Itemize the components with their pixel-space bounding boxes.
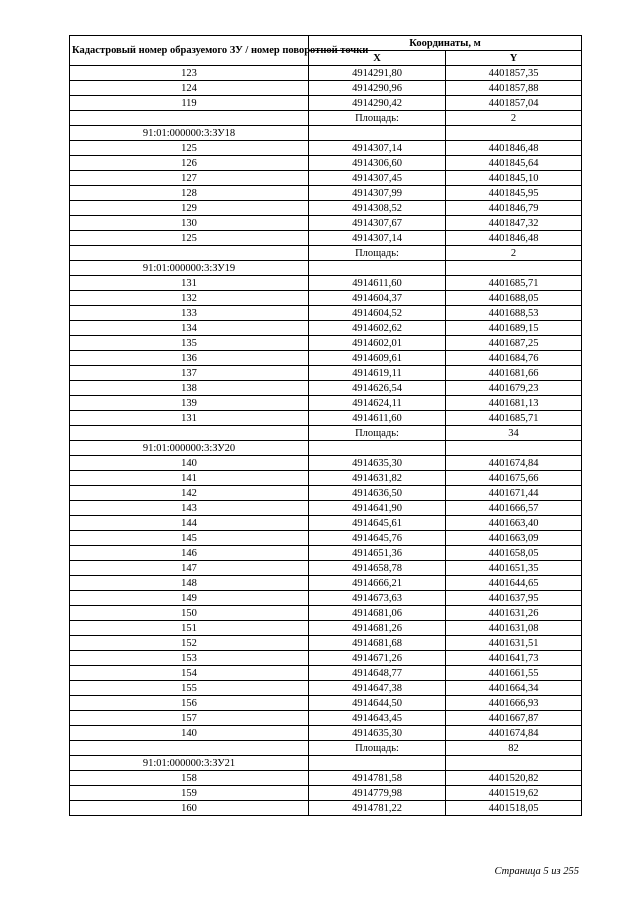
table-row (70, 156, 582, 171)
x-coordinate-cell: 4914781,58 (309, 771, 446, 786)
table-row (70, 381, 582, 396)
y-coordinate-cell: 4401664,34 (446, 681, 582, 696)
area-value-cell: 82 (446, 741, 582, 756)
x-coordinate-cell: 4914602,01 (309, 336, 446, 351)
point-number-cell: 142 (70, 486, 309, 501)
table-row (70, 81, 582, 96)
table-row (70, 471, 582, 486)
point-number-cell: 138 (70, 381, 309, 396)
table-row (70, 186, 582, 201)
x-coordinate-cell: 4914290,42 (309, 96, 446, 111)
y-coordinate-cell: 4401685,71 (446, 411, 582, 426)
x-coordinate-cell: 4914641,90 (309, 501, 446, 516)
y-coordinate-cell: 4401520,82 (446, 771, 582, 786)
y-coordinate-cell: 4401685,71 (446, 276, 582, 291)
x-coordinate-cell: 4914306,60 (309, 156, 446, 171)
y-coordinate-cell: 4401666,93 (446, 696, 582, 711)
x-coordinate-cell: 4914645,61 (309, 516, 446, 531)
x-coordinate-cell: 4914609,61 (309, 351, 446, 366)
x-coordinate-cell: 4914648,77 (309, 666, 446, 681)
point-number-cell: 132 (70, 291, 309, 306)
table-row (70, 516, 582, 531)
empty-cell (70, 426, 309, 441)
point-number-cell: 127 (70, 171, 309, 186)
table-row (70, 336, 582, 351)
point-number-cell: 128 (70, 186, 309, 201)
y-coordinate-cell: 4401845,10 (446, 171, 582, 186)
x-coordinate-cell: 4914666,21 (309, 576, 446, 591)
point-number-cell: 134 (70, 321, 309, 336)
y-coordinate-cell: 4401846,48 (446, 141, 582, 156)
parcel-number-cell: 91:01:000000:3:ЗУ18 (70, 126, 309, 141)
point-number-cell: 144 (70, 516, 309, 531)
y-coordinate-cell: 4401675,66 (446, 471, 582, 486)
point-number-cell: 145 (70, 531, 309, 546)
area-label-cell: Площадь: (309, 111, 446, 126)
table-row (70, 801, 582, 816)
y-coordinate-cell: 4401631,08 (446, 621, 582, 636)
x-coordinate-cell: 4914636,50 (309, 486, 446, 501)
y-coordinate-cell: 4401519,62 (446, 786, 582, 801)
x-coordinate-cell: 4914624,11 (309, 396, 446, 411)
x-coordinate-cell: 4914779,98 (309, 786, 446, 801)
y-coordinate-cell: 4401845,95 (446, 186, 582, 201)
parcel-group-row (70, 126, 582, 141)
parcel-number-cell: 91:01:000000:3:ЗУ20 (70, 441, 309, 456)
x-coordinate-cell: 4914681,68 (309, 636, 446, 651)
y-coordinate-cell: 4401663,09 (446, 531, 582, 546)
x-coordinate-cell: 4914635,30 (309, 726, 446, 741)
point-number-cell: 147 (70, 561, 309, 576)
header-coordinates: Координаты, м (309, 36, 582, 51)
page-number: Страница 5 из 255 (494, 866, 579, 877)
y-coordinate-cell: 4401688,05 (446, 291, 582, 306)
point-number-cell: 133 (70, 306, 309, 321)
x-coordinate-cell: 4914602,62 (309, 321, 446, 336)
table-row (70, 531, 582, 546)
y-coordinate-cell: 4401631,51 (446, 636, 582, 651)
point-number-cell: 141 (70, 471, 309, 486)
y-coordinate-cell: 4401846,48 (446, 231, 582, 246)
x-coordinate-cell: 4914635,30 (309, 456, 446, 471)
parcel-group-row (70, 441, 582, 456)
header-y: Y (446, 51, 582, 66)
area-row (70, 111, 582, 126)
point-number-cell: 152 (70, 636, 309, 651)
point-number-cell: 131 (70, 411, 309, 426)
y-coordinate-cell: 4401688,53 (446, 306, 582, 321)
x-coordinate-cell: 4914291,80 (309, 66, 446, 81)
point-number-cell: 125 (70, 141, 309, 156)
area-label-cell: Площадь: (309, 741, 446, 756)
point-number-cell: 155 (70, 681, 309, 696)
table-row (70, 621, 582, 636)
y-coordinate-cell: 4401658,05 (446, 546, 582, 561)
point-number-cell: 149 (70, 591, 309, 606)
table-row (70, 786, 582, 801)
point-number-cell: 140 (70, 456, 309, 471)
y-coordinate-cell: 4401857,35 (446, 66, 582, 81)
area-row (70, 246, 582, 261)
y-coordinate-cell: 4401674,84 (446, 726, 582, 741)
x-coordinate-cell: 4914658,78 (309, 561, 446, 576)
x-coordinate-cell: 4914604,52 (309, 306, 446, 321)
x-coordinate-cell: 4914307,45 (309, 171, 446, 186)
table-row (70, 771, 582, 786)
table-row (70, 711, 582, 726)
point-number-cell: 160 (70, 801, 309, 816)
area-value-cell: 2 (446, 111, 582, 126)
table-row (70, 561, 582, 576)
table-row (70, 696, 582, 711)
empty-cell (309, 441, 446, 456)
point-number-cell: 154 (70, 666, 309, 681)
x-coordinate-cell: 4914681,06 (309, 606, 446, 621)
table-row (70, 501, 582, 516)
point-number-cell: 123 (70, 66, 309, 81)
point-number-cell: 140 (70, 726, 309, 741)
table-row (70, 681, 582, 696)
point-number-cell: 124 (70, 81, 309, 96)
x-coordinate-cell: 4914307,14 (309, 141, 446, 156)
area-row (70, 741, 582, 756)
parcel-number-cell: 91:01:000000:3:ЗУ21 (70, 756, 309, 771)
y-coordinate-cell: 4401857,04 (446, 96, 582, 111)
table-row (70, 591, 582, 606)
point-number-cell: 158 (70, 771, 309, 786)
header-x: X (309, 51, 446, 66)
table-row (70, 486, 582, 501)
empty-cell (309, 261, 446, 276)
x-coordinate-cell: 4914673,63 (309, 591, 446, 606)
x-coordinate-cell: 4914307,99 (309, 186, 446, 201)
y-coordinate-cell: 4401845,64 (446, 156, 582, 171)
parcel-number-cell: 91:01:000000:3:ЗУ19 (70, 261, 309, 276)
point-number-cell: 153 (70, 651, 309, 666)
point-number-cell: 150 (70, 606, 309, 621)
y-coordinate-cell: 4401667,87 (446, 711, 582, 726)
table-row (70, 666, 582, 681)
point-number-cell: 159 (70, 786, 309, 801)
y-coordinate-cell: 4401681,13 (446, 396, 582, 411)
area-label-cell: Площадь: (309, 426, 446, 441)
x-coordinate-cell: 4914307,14 (309, 231, 446, 246)
point-number-cell: 125 (70, 231, 309, 246)
point-number-cell: 148 (70, 576, 309, 591)
point-number-cell: 143 (70, 501, 309, 516)
y-coordinate-cell: 4401681,66 (446, 366, 582, 381)
y-coordinate-cell: 4401671,44 (446, 486, 582, 501)
table-row (70, 66, 582, 81)
table-row (70, 201, 582, 216)
x-coordinate-cell: 4914651,36 (309, 546, 446, 561)
table-row (70, 636, 582, 651)
x-coordinate-cell: 4914307,67 (309, 216, 446, 231)
x-coordinate-cell: 4914611,60 (309, 276, 446, 291)
empty-cell (446, 261, 582, 276)
area-value-cell: 34 (446, 426, 582, 441)
area-row (70, 426, 582, 441)
table-row (70, 726, 582, 741)
table-row (70, 576, 582, 591)
y-coordinate-cell: 4401674,84 (446, 456, 582, 471)
x-coordinate-cell: 4914626,54 (309, 381, 446, 396)
empty-cell (446, 756, 582, 771)
table-row (70, 216, 582, 231)
x-coordinate-cell: 4914611,60 (309, 411, 446, 426)
point-number-cell: 136 (70, 351, 309, 366)
empty-cell (70, 741, 309, 756)
y-coordinate-cell: 4401857,88 (446, 81, 582, 96)
point-number-cell: 146 (70, 546, 309, 561)
point-number-cell: 129 (70, 201, 309, 216)
table-row (70, 96, 582, 111)
y-coordinate-cell: 4401641,73 (446, 651, 582, 666)
y-coordinate-cell: 4401679,23 (446, 381, 582, 396)
table-row (70, 396, 582, 411)
x-coordinate-cell: 4914781,22 (309, 801, 446, 816)
table-row (70, 276, 582, 291)
parcel-group-row (70, 261, 582, 276)
table-row (70, 651, 582, 666)
y-coordinate-cell: 4401518,05 (446, 801, 582, 816)
y-coordinate-cell: 4401644,65 (446, 576, 582, 591)
y-coordinate-cell: 4401684,76 (446, 351, 582, 366)
point-number-cell: 119 (70, 96, 309, 111)
x-coordinate-cell: 4914647,38 (309, 681, 446, 696)
table-row (70, 291, 582, 306)
x-coordinate-cell: 4914619,11 (309, 366, 446, 381)
table-row (70, 546, 582, 561)
point-number-cell: 131 (70, 276, 309, 291)
y-coordinate-cell: 4401637,95 (446, 591, 582, 606)
x-coordinate-cell: 4914643,45 (309, 711, 446, 726)
y-coordinate-cell: 4401661,55 (446, 666, 582, 681)
x-coordinate-cell: 4914671,26 (309, 651, 446, 666)
x-coordinate-cell: 4914604,37 (309, 291, 446, 306)
x-coordinate-cell: 4914290,96 (309, 81, 446, 96)
empty-cell (70, 246, 309, 261)
table-row (70, 306, 582, 321)
y-coordinate-cell: 4401651,35 (446, 561, 582, 576)
table-row (70, 351, 582, 366)
table-row (70, 606, 582, 621)
table-row (70, 456, 582, 471)
y-coordinate-cell: 4401631,26 (446, 606, 582, 621)
y-coordinate-cell: 4401663,40 (446, 516, 582, 531)
table-row (70, 321, 582, 336)
empty-cell (309, 756, 446, 771)
table-body (70, 66, 582, 816)
table-row (70, 141, 582, 156)
parcel-group-row (70, 756, 582, 771)
y-coordinate-cell: 4401666,57 (446, 501, 582, 516)
x-coordinate-cell: 4914681,26 (309, 621, 446, 636)
point-number-cell: 157 (70, 711, 309, 726)
empty-cell (70, 111, 309, 126)
x-coordinate-cell: 4914645,76 (309, 531, 446, 546)
y-coordinate-cell: 4401689,15 (446, 321, 582, 336)
empty-cell (309, 126, 446, 141)
point-number-cell: 130 (70, 216, 309, 231)
table-row (70, 171, 582, 186)
y-coordinate-cell: 4401847,32 (446, 216, 582, 231)
table-row (70, 366, 582, 381)
x-coordinate-cell: 4914308,52 (309, 201, 446, 216)
x-coordinate-cell: 4914644,50 (309, 696, 446, 711)
table-row (70, 231, 582, 246)
area-value-cell: 2 (446, 246, 582, 261)
y-coordinate-cell: 4401846,79 (446, 201, 582, 216)
empty-cell (446, 441, 582, 456)
point-number-cell: 126 (70, 156, 309, 171)
header-cadastral-number: Кадастровый номер образуемого ЗУ / номер поворотной точки (70, 36, 309, 66)
point-number-cell: 137 (70, 366, 309, 381)
table-row (70, 411, 582, 426)
y-coordinate-cell: 4401687,25 (446, 336, 582, 351)
area-label-cell: Площадь: (309, 246, 446, 261)
coordinates-table (69, 35, 582, 816)
point-number-cell: 139 (70, 396, 309, 411)
point-number-cell: 135 (70, 336, 309, 351)
x-coordinate-cell: 4914631,82 (309, 471, 446, 486)
empty-cell (446, 126, 582, 141)
point-number-cell: 151 (70, 621, 309, 636)
point-number-cell: 156 (70, 696, 309, 711)
